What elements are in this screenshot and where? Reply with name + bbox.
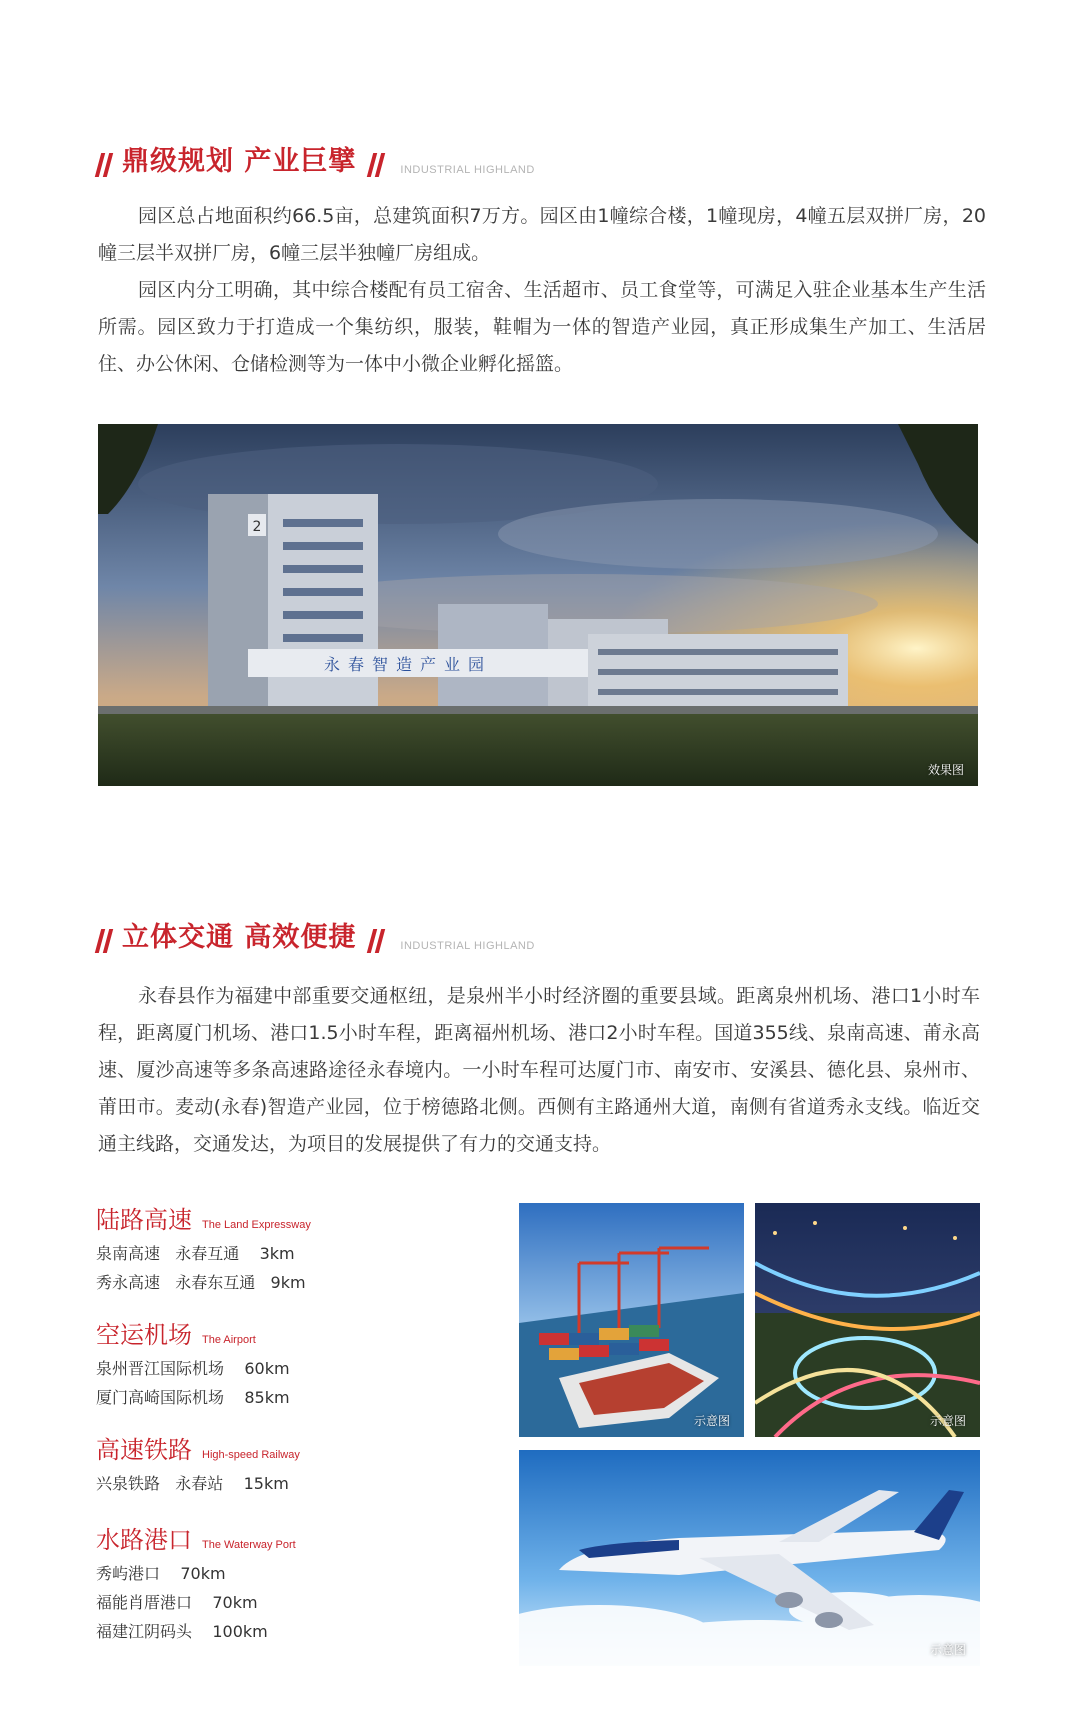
port-image xyxy=(519,1203,744,1437)
slash-decoration xyxy=(370,928,382,954)
section-title: 鼎级规划 产业巨擘 xyxy=(122,146,357,177)
airplane-caption: 示意图 xyxy=(929,1643,966,1657)
slash-decoration xyxy=(98,152,110,178)
section-subtitle-en: INDUSTRIAL HIGHLAND xyxy=(400,940,535,952)
airplane-image xyxy=(519,1450,980,1666)
park-rendering-illustration xyxy=(98,424,978,786)
rendering-caption: 效果图 xyxy=(927,763,964,777)
port-caption: 示意图 xyxy=(693,1414,730,1428)
transport-title: 水路港口 xyxy=(96,1526,192,1554)
transport-group-land xyxy=(96,1200,496,1297)
transport-title: 陆路高速 xyxy=(96,1206,192,1234)
transport-item: 泉州晋江国际机场 60km xyxy=(96,1359,290,1378)
transport-title-en: The Airport xyxy=(202,1334,256,1346)
transport-group-rail xyxy=(96,1430,496,1498)
transport-item: 秀永高速 永春东互通 9km xyxy=(96,1273,306,1292)
transport-item: 福能肖厝港口 70km xyxy=(96,1593,258,1612)
airplane-illustration xyxy=(519,1450,980,1666)
transport-title-en: The Land Expressway xyxy=(202,1219,311,1231)
transport-item: 泉南高速 永春互通 3km xyxy=(96,1244,295,1263)
transport-group-air xyxy=(96,1315,496,1412)
transport-item: 秀屿港口 70km xyxy=(96,1564,226,1583)
section-header-planning xyxy=(98,146,535,178)
transport-title: 空运机场 xyxy=(96,1321,192,1349)
transport-title-en: The Waterway Port xyxy=(202,1539,296,1551)
slash-decoration xyxy=(370,152,382,178)
building-number: 2 xyxy=(252,519,262,535)
transport-title-en: High-speed Railway xyxy=(202,1449,300,1461)
transport-title: 高速铁路 xyxy=(96,1436,192,1464)
transport-list xyxy=(96,1200,496,1662)
port-illustration xyxy=(519,1203,744,1437)
transport-item: 厦门高崎国际机场 85km xyxy=(96,1388,290,1407)
slash-decoration xyxy=(98,928,110,954)
paragraph: 永春县作为福建中部重要交通枢纽，是泉州半小时经济圈的重要县域。距离泉州机场、港口1小时车程，距离厦门机场、港口1.5小时车程，距离福州机场、港口2小时车程。国道355线、泉南高速、莆永高速、厦沙高速等多条高速路途径永春境内。一小时车程可达厦门市、南安市、安溪县、德化县、泉州市、莆田市。麦动(永春)智造产业园，位于榜德路北侧。西侧有主路通州大道，南侧有省道秀永支线。临近交通主线路，交通发达，为项目的发展提供了有力的交通支持。 xyxy=(98,985,980,1155)
paragraph: 园区总占地面积约66.5亩，总建筑面积7万方。园区由1幢综合楼，1幢现房，4幢五层双拼厂房，20幢三层半双拼厂房，6幢三层半独幢厂房组成。 xyxy=(98,205,986,264)
paragraph: 园区内分工明确，其中综合楼配有员工宿舍、生活超市、员工食堂等，可满足入驻企业基本生产生活所需。园区致力于打造成一个集纺织，服装，鞋帽为一体的智造产业园，真正形成集生产加工、生活居住、办公休闲、仓储检测等为一体中小微企业孵化摇篮。 xyxy=(98,279,986,375)
section-title: 立体交通 高效便捷 xyxy=(122,922,357,953)
section-subtitle-en: INDUSTRIAL HIGHLAND xyxy=(400,164,535,176)
interchange-image xyxy=(755,1203,980,1437)
park-rendering-image xyxy=(98,424,978,786)
transport-item: 福建江阴码头 100km xyxy=(96,1622,268,1641)
park-sign: 永春智造产业园 xyxy=(323,655,493,674)
interchange-caption: 示意图 xyxy=(929,1414,966,1428)
interchange-illustration xyxy=(755,1203,980,1437)
section-header-transport xyxy=(98,922,535,954)
transport-group-port xyxy=(96,1520,496,1646)
transport-item: 兴泉铁路 永春站 15km xyxy=(96,1474,289,1493)
